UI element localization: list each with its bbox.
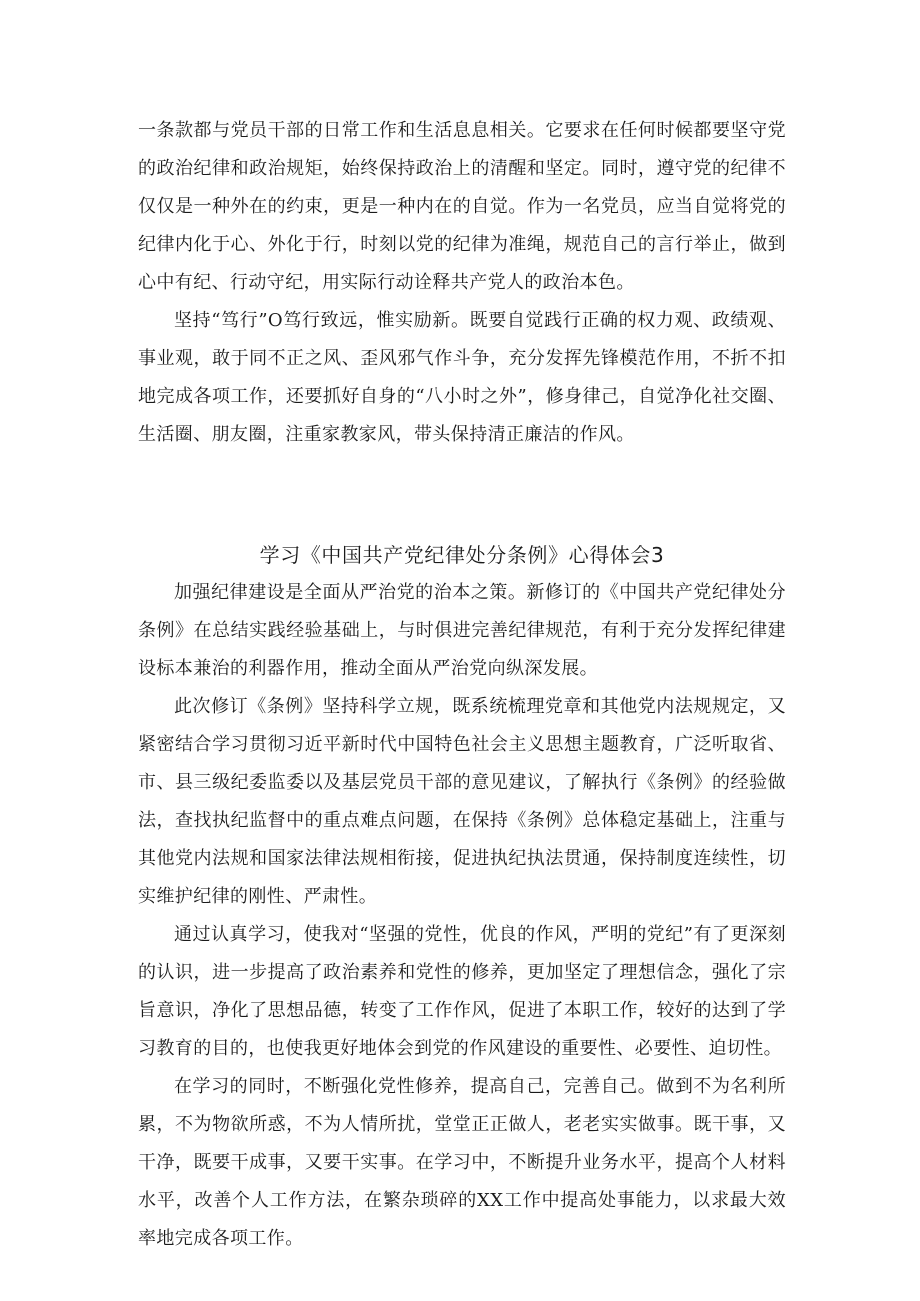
paragraph-self-improvement: 在学习的同时，不断强化党性修养，提高自己，完善自己。做到不为名利所累，不为物欲所惑，不为人情所扰，堂堂正正做人，老老实实做事。既干事，又干净，既要干成事，又要干实事。在学习中，不断提升业务水平，提高个人材料水平，改善个人工作方法，在繁杂琐碎的XX工作中提高处事能力，以求最大效率地完成各项工作。	[138, 1076, 786, 1249]
paragraph-continuation: 一条款都与党员干部的日常工作和生活息息相关。它要求在任何时候都要坚守党的政治纪律和政治规矩，始终保持政治上的清醒和坚定。同时，遵守党的纪律不仅仅是一种外在的约束，更是一种内在的自觉。作为一名党员，应当自觉将党的纪律内化于心、外化于行，时刻以党的纪律为准绳，规范自己的言行举止，做到心中有纪、行动守纪，用实际行动诠释共产党人的政治本色。	[138, 120, 786, 293]
previous-section-continuation	[138, 112, 786, 454]
paragraph-study-reflection: 通过认真学习，使我对“坚强的党性，优良的作风，严明的党纪”有了更深刻的认识，进一步提高了政治素养和党性的修养，更加坚定了理想信念，强化了宗旨意识，净化了思想品德，转变了工作作风，促进了本职工作，较好的达到了学习教育的目的，也使我更好地体会到党的作风建设的重要性、必要性、迫切性。	[138, 924, 786, 1059]
section-title: 学习《中国共产党纪律处分条例》心得体会3	[259, 543, 665, 567]
paragraph-persist-practice: 坚持“笃行”O笃行致远，惟实励新。既要自觉践行正确的权力观、政绩观、事业观，敢于同不正之风、歪风邪气作斗争，充分发挥先锋模范作用，不折不扣地完成各项工作，还要抓好自身的“八小时之外”，修身律己，自觉净化社交圈、生活圈、朋友圈，注重家教家风，带头保持清正廉洁的作风。	[138, 310, 786, 445]
paragraph-revision: 此次修订《条例》坚持科学立规，既系统梳理党章和其他党内法规规定，又紧密结合学习贯彻习近平新时代中国特色社会主义思想主题教育，广泛听取省、市、县三级纪委监委以及基层党员干部的意见建议，了解执行《条例》的经验做法，查找执纪监督中的重点难点问题，在保持《条例》总体稳定基础上，注重与其他党内法规和国家法律法规相衔接，促进执纪执法贯通，保持制度连续性，切实维护纪律的刚性、严肃性。	[138, 696, 786, 907]
paragraph-discipline-building: 加强纪律建设是全面从严治党的治本之策。新修订的《中国共产党纪律处分条例》在总结实践经验基础上，与时俱进完善纪律规范，有利于充分发挥纪律建设标本兼治的利器作用，推动全面从严治党向纵深发展。	[138, 582, 786, 679]
essay-section-3	[138, 536, 786, 1258]
